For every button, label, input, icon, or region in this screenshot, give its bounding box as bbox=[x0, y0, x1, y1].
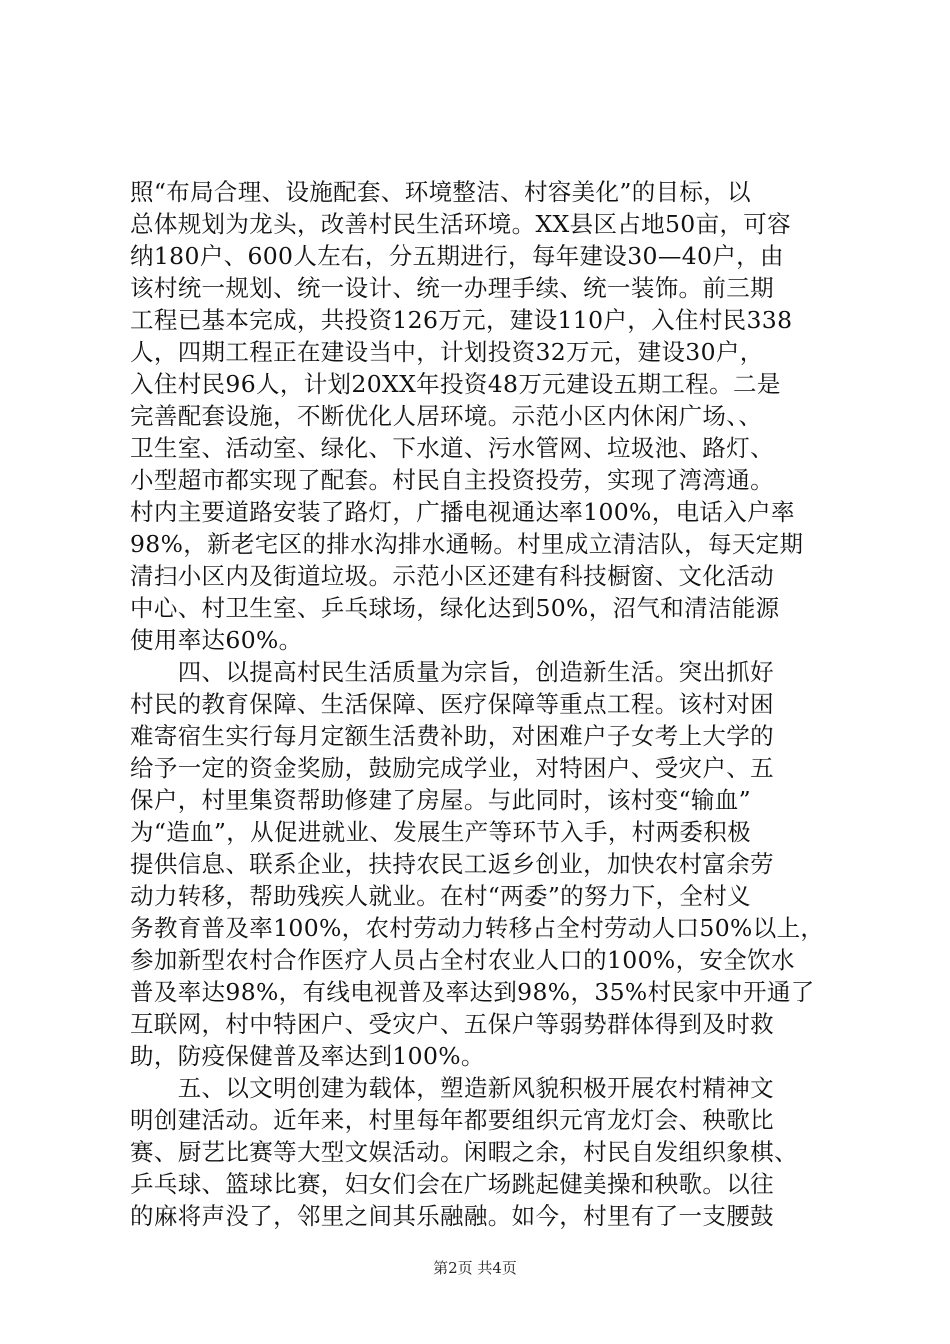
text-line: 互联网，村中特困户、受灾户、五保户等弱势群体得到及时救 bbox=[130, 1010, 774, 1038]
text-line: 赛、厨艺比赛等大型文娱活动。闲暇之余，村民自发组织象棋、 bbox=[130, 1138, 798, 1166]
text-line: 动力转移，帮助残疾人就业。在村“两委”的努力下，全村义 bbox=[130, 882, 751, 910]
text-line: 村内主要道路安装了路灯，广播电视通达率100%，电话入户率 bbox=[130, 498, 795, 526]
text-line: 明创建活动。近年来，村里每年都要组织元宵龙灯会、秧歌比 bbox=[130, 1106, 774, 1134]
text-line: 给予一定的资金奖励，鼓励完成学业，对特困户、受灾户、五 bbox=[130, 754, 774, 782]
text-line: 为“造血”，从促进就业、发展生产等环节入手，村两委积极 bbox=[130, 818, 751, 846]
text-line: 的麻将声没了，邻里之间其乐融融。如今，村里有了一支腰鼓 bbox=[130, 1202, 774, 1230]
text-line: 五、以文明创建为载体，塑造新风貌积极开展农村精神文 bbox=[130, 1074, 774, 1102]
text-line: 照“布局合理、设施配套、环境整洁、村容美化”的目标，以 bbox=[130, 178, 751, 206]
text-line: 务教育普及率100%，农村劳动力转移占全村劳动人口50%以上， bbox=[130, 914, 825, 942]
text-line: 入住村民96人，计划20XX年投资48万元建设五期工程。二是 bbox=[130, 370, 781, 398]
text-line: 纳180户、600人左右，分五期进行，每年建设30—40户，由 bbox=[130, 242, 784, 270]
text-line: 助，防疫保健普及率达到100%。 bbox=[130, 1042, 485, 1070]
text-line: 普及率达98%，有线电视普及率达到98%，35%村民家中开通了 bbox=[130, 978, 815, 1006]
text-line: 提供信息、联系企业，扶持农民工返乡创业，加快农村富余劳 bbox=[130, 850, 774, 878]
text-line: 难寄宿生实行每月定额生活费补助，对困难户子女考上大学的 bbox=[130, 722, 774, 750]
page-footer: 第2页 共4页 bbox=[433, 1259, 517, 1277]
text-line: 村民的教育保障、生活保障、医疗保障等重点工程。该村对困 bbox=[130, 690, 774, 718]
text-line: 总体规划为龙头，改善村民生活环境。XX县区占地50亩，可容 bbox=[130, 210, 792, 238]
text-line: 清扫小区内及街道垃圾。示范小区还建有科技橱窗、文化活动 bbox=[130, 562, 774, 590]
text-line: 乒乓球、篮球比赛，妇女们会在广场跳起健美操和秧歌。以往 bbox=[130, 1170, 774, 1198]
text-line: 保户，村里集资帮助修建了房屋。与此同时，该村变“输血” bbox=[130, 786, 751, 814]
text-line: 完善配套设施，不断优化人居环境。示范小区内休闲广场、、 bbox=[130, 402, 763, 430]
text-line: 该村统一规划、统一设计、统一办理手续、统一装饰。前三期 bbox=[130, 274, 774, 302]
text-line: 人，四期工程正在建设当中，计划投资32万元，建设30户， bbox=[130, 338, 764, 366]
body-text bbox=[130, 176, 835, 1232]
text-line: 小型超市都实现了配套。村民自主投资投劳，实现了湾湾通。 bbox=[130, 466, 774, 494]
text-line: 四、以提高村民生活质量为宗旨，创造新生活。突出抓好 bbox=[130, 658, 774, 686]
text-line: 工程已基本完成，共投资126万元，建设110户，入住村民338 bbox=[130, 306, 793, 334]
text-line: 参加新型农村合作医疗人员占全村农业人口的100%，安全饮水 bbox=[130, 946, 795, 974]
text-line: 使用率达60%。 bbox=[130, 626, 303, 654]
text-line: 98%，新老宅区的排水沟排水通畅。村里成立清洁队，每天定期 bbox=[130, 530, 804, 558]
text-line: 卫生室、活动室、绿化、下水道、污水管网、垃圾池、路灯、 bbox=[130, 434, 774, 462]
text-line: 中心、村卫生室、乒乓球场，绿化达到50%，沼气和清洁能源 bbox=[130, 594, 780, 622]
